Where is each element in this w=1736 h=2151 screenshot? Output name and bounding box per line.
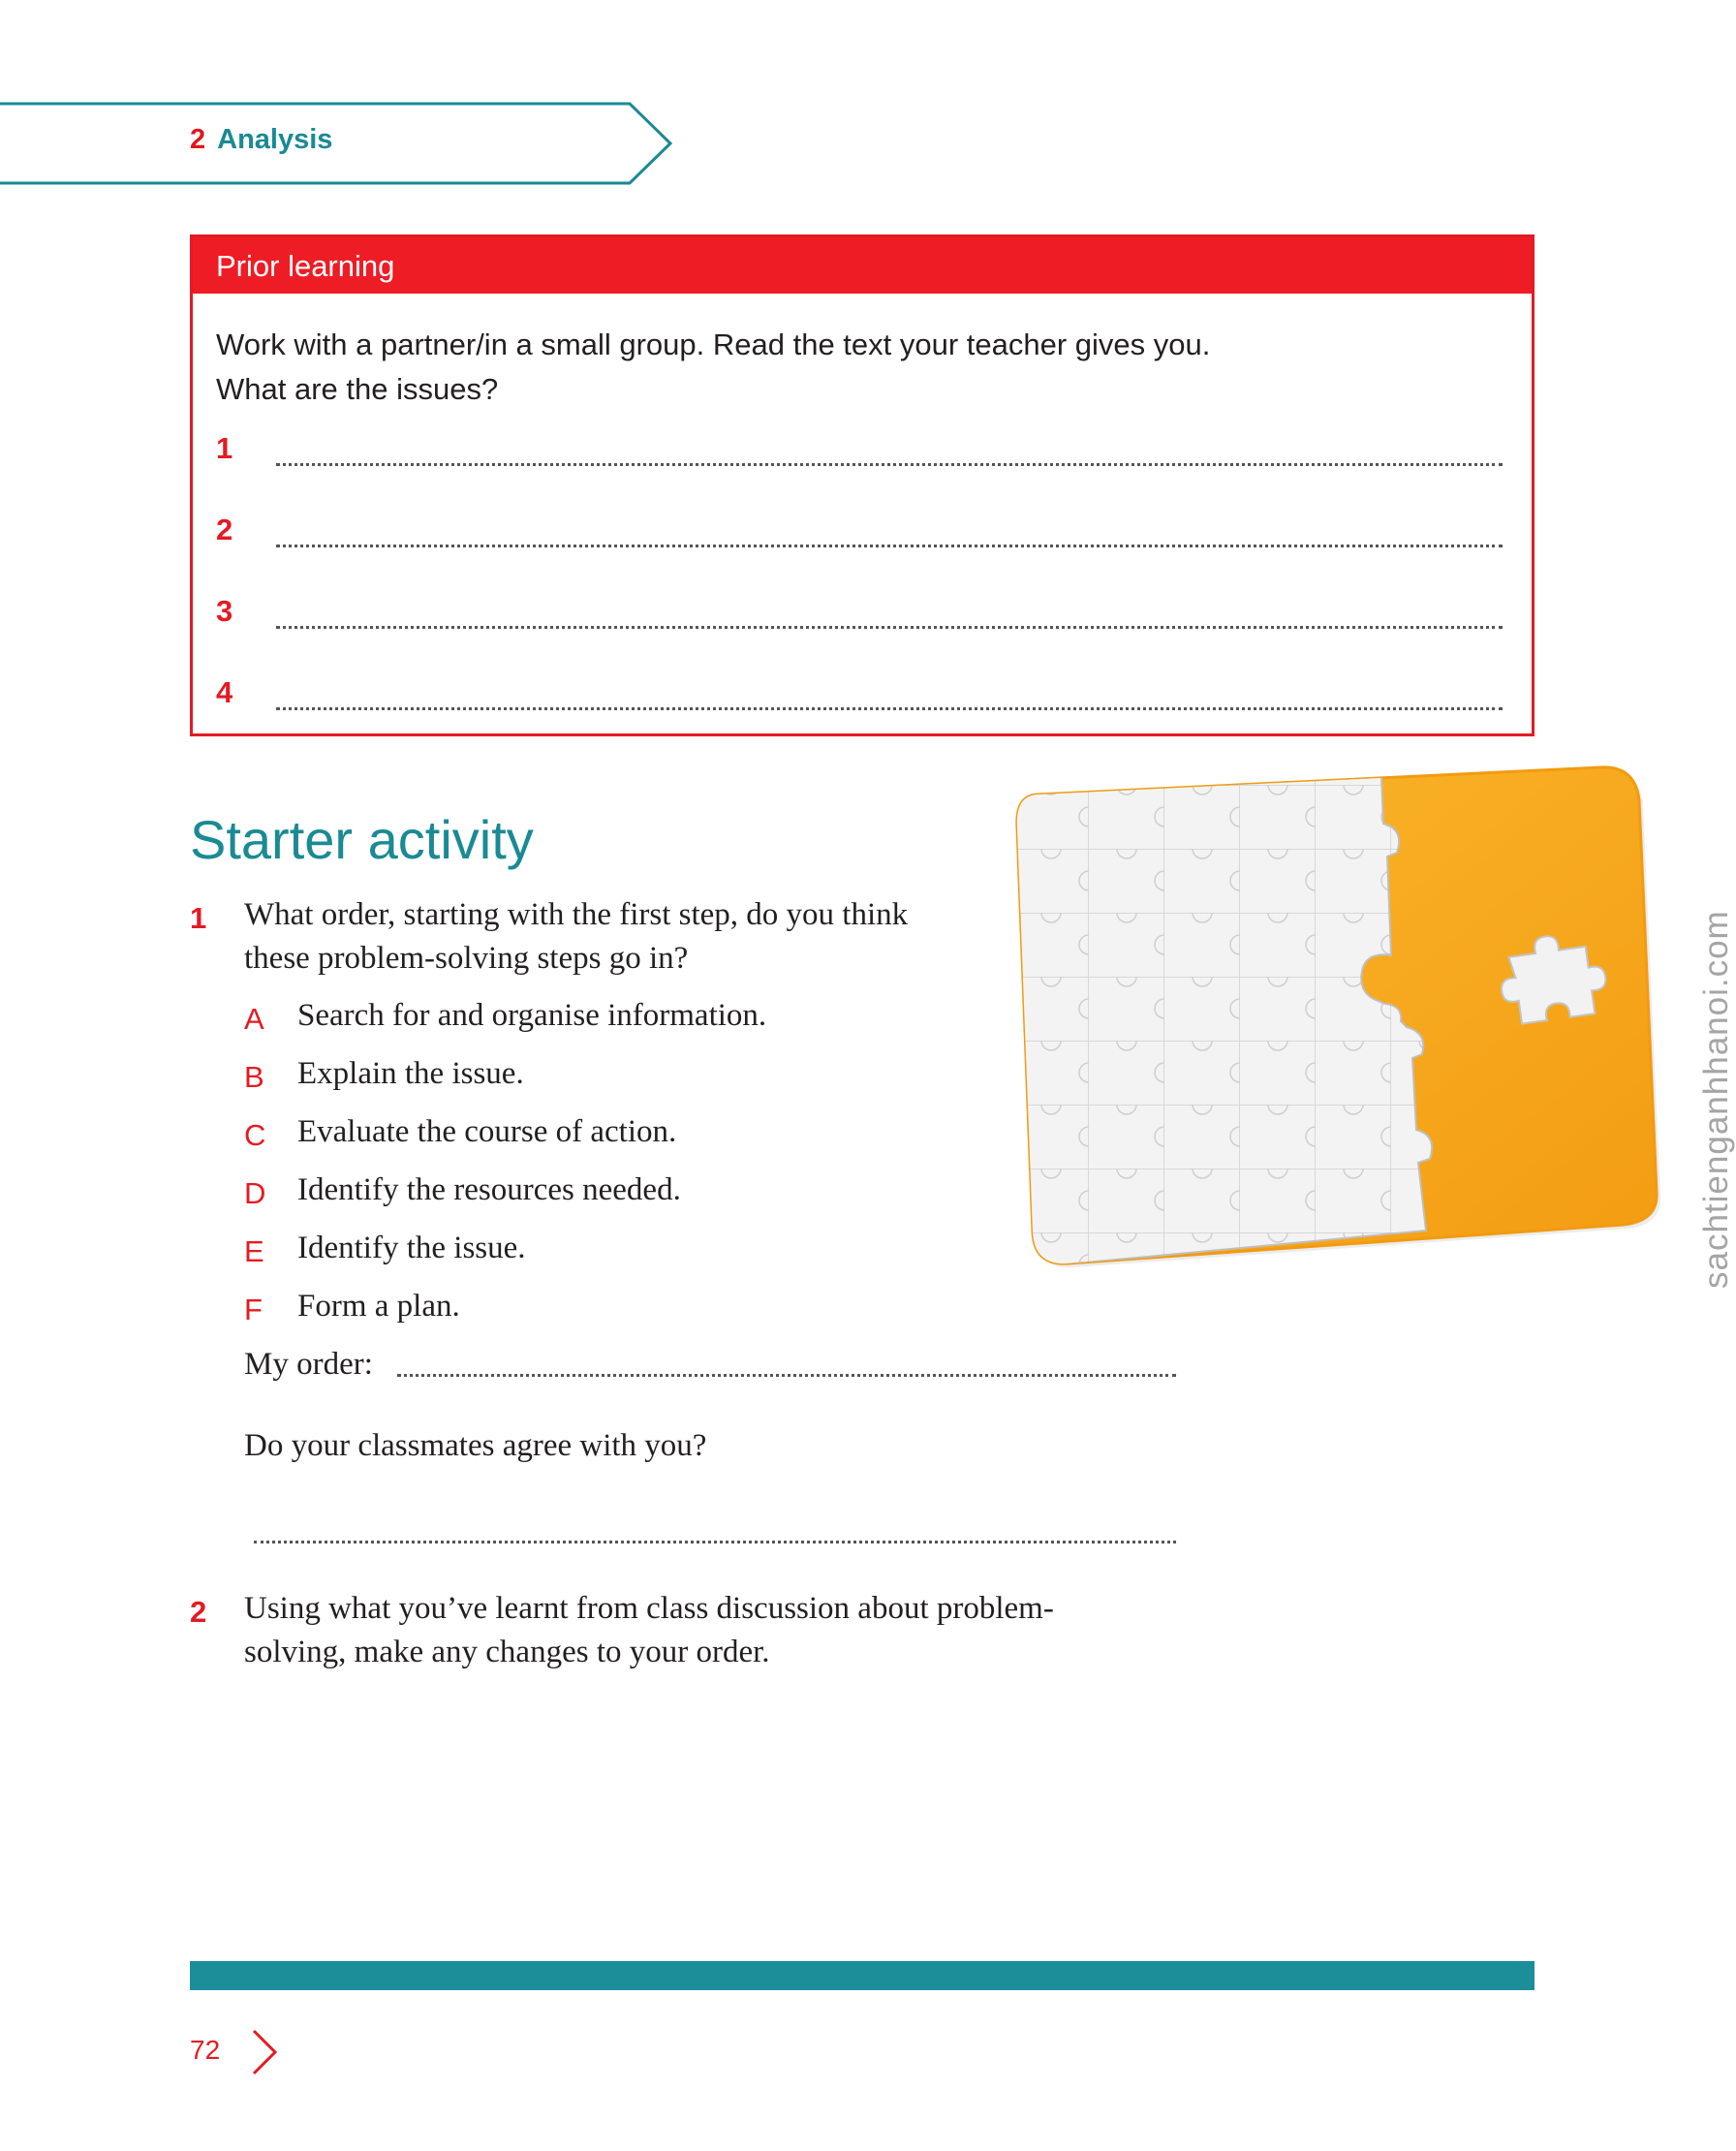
prior-learning-instructions [216, 323, 1210, 412]
section-number: 2 [190, 124, 206, 155]
option-a-text: Search for and organise information. [297, 998, 767, 1033]
option-c-text: Evaluate the course of action. [297, 1114, 677, 1149]
question-2-text [244, 1587, 1054, 1674]
option-b-letter: B [244, 1060, 264, 1094]
answer-line-1[interactable] [216, 431, 1503, 470]
answer-dotted-line [276, 463, 1503, 466]
answer-number: 3 [216, 594, 233, 628]
question-2-line-1: Using what you’ve learnt from class discussion about problem- [244, 1591, 1054, 1626]
classmates-answer-line[interactable] [254, 1541, 1176, 1543]
puzzle-icon [998, 756, 1676, 1308]
option-d-letter: D [244, 1176, 266, 1210]
answer-line-2[interactable] [216, 513, 1503, 551]
header-tab-outline [0, 101, 678, 186]
question-1-line-1: What order, starting with the first step, do you think [244, 897, 909, 932]
prior-learning-header [193, 237, 1532, 294]
prior-learning-title: Prior learning [216, 249, 395, 283]
option-a-letter: A [244, 1002, 264, 1036]
footer-bar [190, 1961, 1534, 1990]
option-e-text: Identify the issue. [297, 1231, 526, 1265]
starter-activity-heading: Starter activity [190, 809, 534, 870]
option-d-text: Identify the resources needed. [297, 1172, 681, 1207]
section-title [190, 124, 332, 156]
question-2-number: 2 [190, 1595, 207, 1629]
my-order-answer-line[interactable] [397, 1374, 1176, 1377]
question-1-line-2: these problem-solving steps go in? [244, 941, 689, 976]
answer-line-4[interactable] [216, 675, 1503, 714]
option-e-letter: E [244, 1234, 264, 1268]
answer-number: 1 [216, 431, 233, 465]
answer-number: 2 [216, 513, 233, 546]
instruction-line-1: Work with a partner/in a small group. Read the text your teacher gives you. [216, 327, 1211, 361]
section-header-tab [0, 101, 678, 186]
section-name: Analysis [217, 124, 333, 155]
classmates-question: Do your classmates agree with you? [244, 1428, 707, 1463]
instruction-line-2: What are the issues? [216, 372, 499, 406]
option-b-text: Explain the issue. [297, 1056, 524, 1091]
answer-number: 4 [216, 675, 233, 709]
watermark-text: sachtienganhhanoi.com [1697, 910, 1735, 1289]
option-c-letter: C [244, 1118, 266, 1152]
option-f-text: Form a plan. [297, 1289, 460, 1324]
prior-learning-box [190, 234, 1534, 736]
answer-dotted-line [276, 707, 1503, 710]
answer-dotted-line [276, 626, 1503, 629]
answer-line-3[interactable] [216, 594, 1503, 633]
option-f-letter: F [244, 1293, 263, 1326]
my-order-label: My order: [244, 1347, 373, 1382]
chevron-right-icon [248, 2027, 281, 2077]
question-1-text [244, 893, 908, 981]
answer-dotted-line [276, 545, 1503, 547]
question-2-line-2: solving, make any changes to your order. [244, 1635, 770, 1669]
jigsaw-puzzle-image [998, 756, 1676, 1308]
question-1-number: 1 [190, 901, 207, 935]
page-number: 72 [190, 2035, 221, 2065]
